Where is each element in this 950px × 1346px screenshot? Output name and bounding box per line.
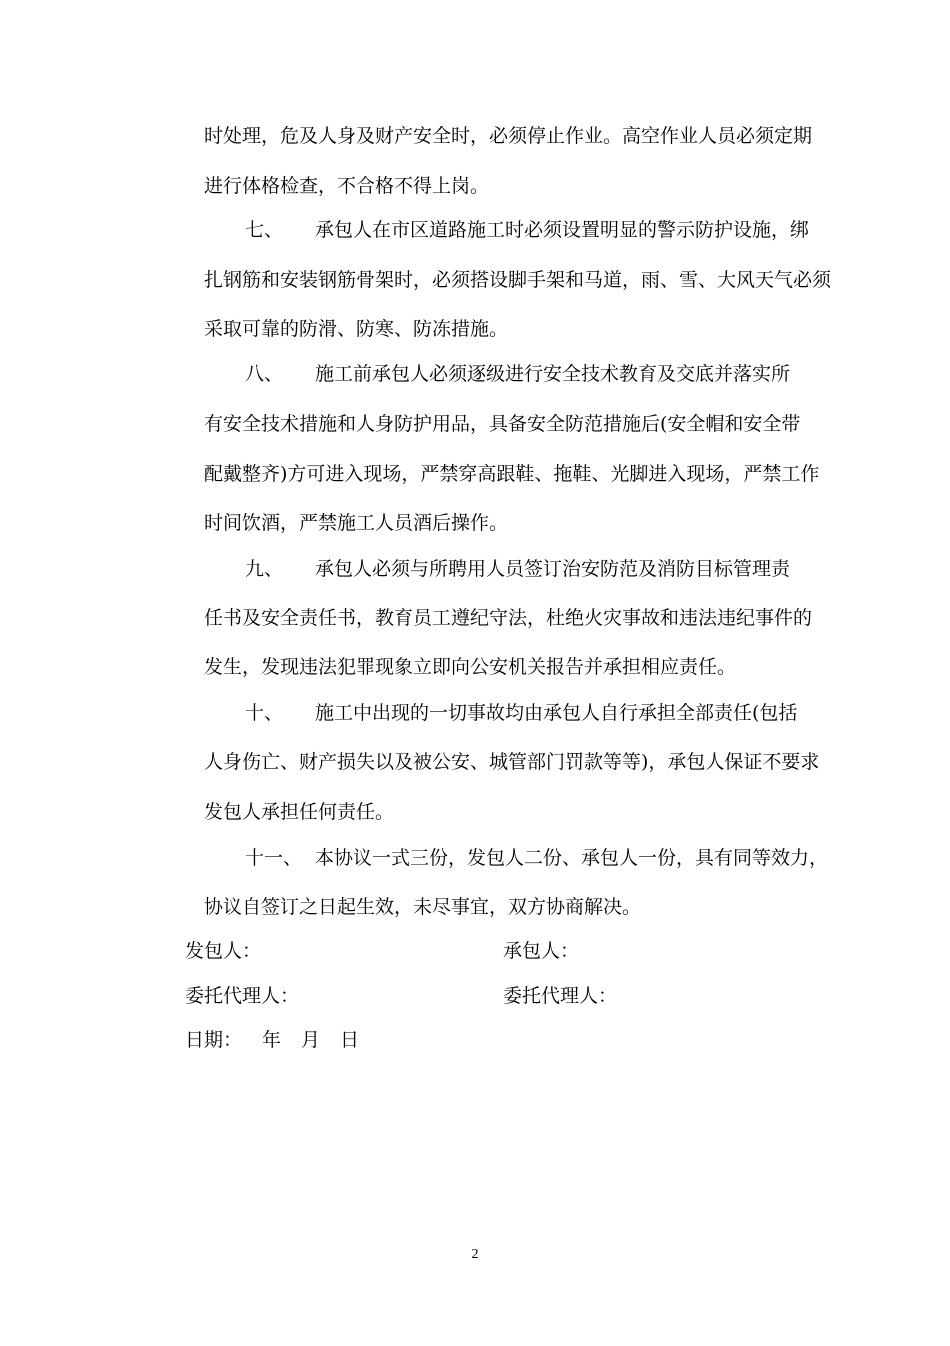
clause-9-number: 九、 [245, 558, 284, 580]
employer-label: 发包人： [185, 940, 262, 962]
date-label: 日期： [185, 1029, 243, 1051]
clause-10-line-3: 发包人承担任何责任。 [204, 801, 395, 823]
clause-10-line-1: 施工中出现的一切事故均由承包人自行承担全部责任(包括 [315, 702, 798, 724]
date-year: 年 [262, 1029, 282, 1051]
contractor-label: 承包人： [503, 940, 580, 962]
clause-8-line-2: 有安全技术措施和人身防护用品，具备安全防范措施后(安全帽和安全带 [204, 413, 801, 435]
date-month: 月 [301, 1029, 321, 1051]
continuation-line-2: 进行体格检查，不合格不得上岗。 [204, 175, 490, 197]
clause-8-line-3: 配戴整齐)方可进入现场，严禁穿高跟鞋、拖鞋、光脚进入现场，严禁工作 [204, 463, 820, 485]
clause-9-line-1: 承包人必须与所聘用人员签订治安防范及消防目标管理责 [315, 558, 791, 580]
clause-7-line-2: 扎钢筋和安装钢筋骨架时，必须搭设脚手架和马道，雨、雪、大风天气必须 [204, 269, 832, 291]
continuation-line-1: 时处理，危及人身及财产安全时，必须停止作业。高空作业人员必须定期 [204, 125, 813, 147]
clause-11-line-2: 协议自签订之日起生效，未尽事宜，双方协商解决。 [204, 896, 642, 918]
clause-10-number: 十、 [245, 702, 284, 724]
clause-8-number: 八、 [245, 363, 284, 385]
clause-7-line-1: 承包人在市区道路施工时必须设置明显的警示防护设施，绑 [315, 219, 810, 241]
clause-11-number: 十一、 [245, 847, 303, 869]
employer-agent-label: 委托代理人： [185, 985, 300, 1007]
contractor-agent-label: 委托代理人： [503, 985, 618, 1007]
clause-9-line-3: 发生，发现违法犯罪现象立即向公安机关报告并承担相应责任。 [204, 656, 737, 678]
page-number: 2 [471, 1247, 479, 1262]
clause-9-line-2: 任书及安全责任书，教育员工遵纪守法，杜绝火灾事故和违法违纪事件的 [204, 607, 813, 629]
clause-7-line-3: 采取可靠的防滑、防寒、防冻措施。 [204, 318, 509, 340]
date-day: 日 [340, 1029, 360, 1051]
clause-8-line-4: 时间饮酒，严禁施工人员酒后操作。 [204, 512, 509, 534]
clause-8-line-1: 施工前承包人必须逐级进行安全技术教育及交底并落实所 [315, 363, 791, 385]
clause-11-line-1: 本协议一式三份，发包人二份、承包人一份，具有同等效力， [315, 847, 829, 869]
clause-7-number: 七、 [245, 219, 284, 241]
clause-10-line-2: 人身伤亡、财产损失以及被公安、城管部门罚款等等)，承包人保证不要求 [204, 751, 820, 773]
